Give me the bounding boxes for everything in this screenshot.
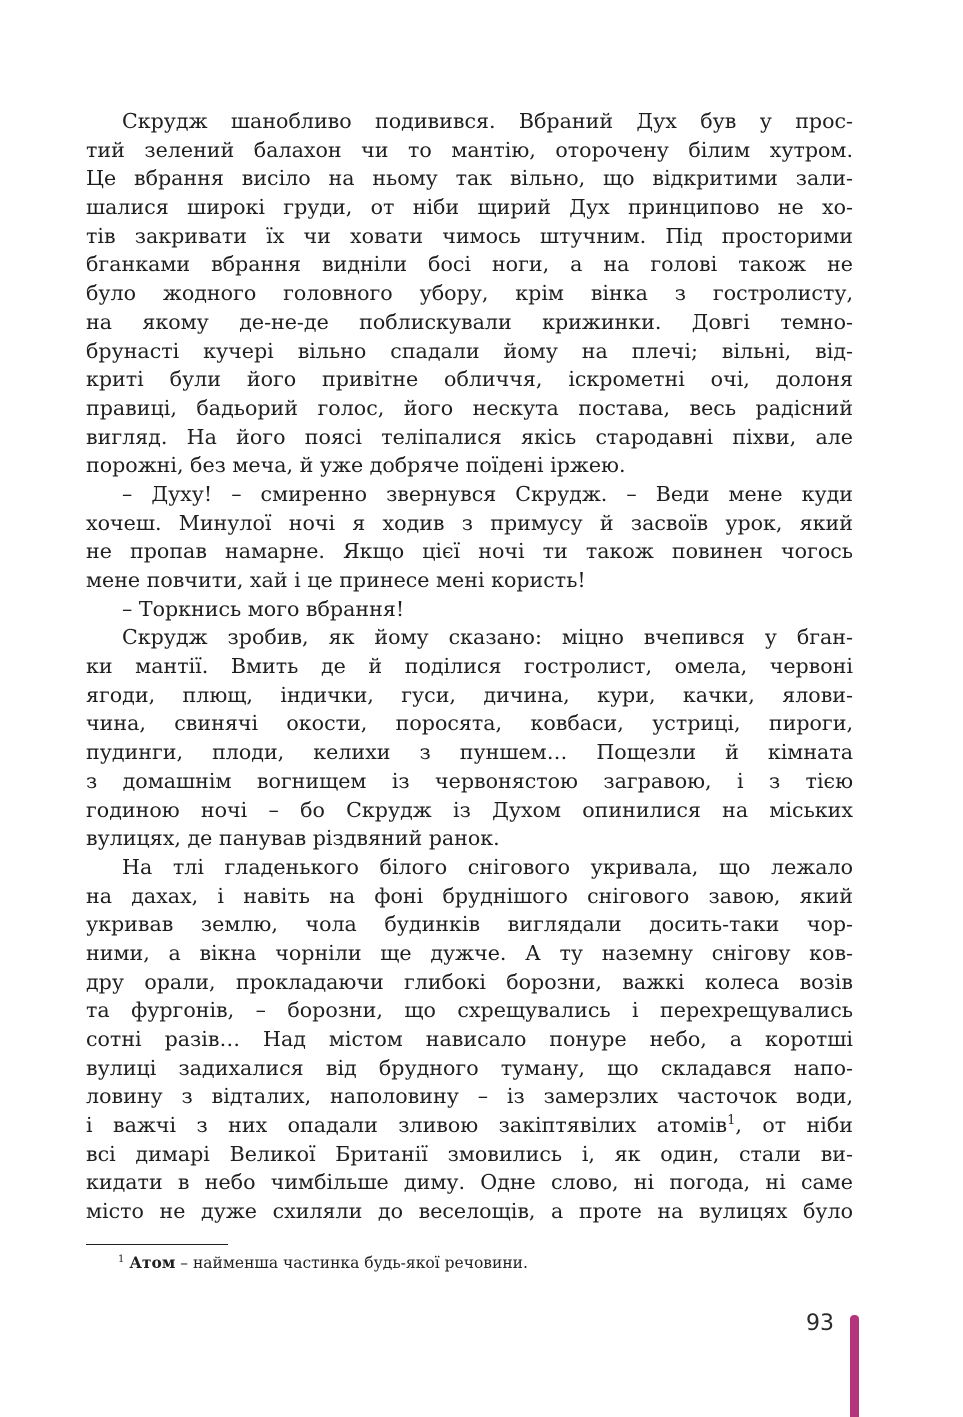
paragraph — [86, 595, 853, 624]
text-line-part: , от ніби — [735, 1113, 853, 1138]
paragraph — [86, 480, 853, 595]
text-line: не пропав намарне. Якщо цієї ночі ти також повинен чогось — [86, 539, 853, 564]
text-line: порожні, без меча, й уже добряче поїдені іржею. — [86, 453, 626, 478]
text-line — [86, 1111, 853, 1140]
text-line: Скрудж зробив, як йому сказано: міцно вчепився у бган- — [122, 625, 853, 650]
footnote-reference[interactable]: 1 — [727, 1113, 736, 1129]
text-line: бганками вбрання видніли босі ноги, а на голові також не — [86, 252, 853, 277]
text-line: брунасті кучері вільно спадали йому на плечі; вільні, від- — [86, 338, 853, 363]
text-line: хочеш. Минулої ночі я ходив з примусу й засвоїв урок, який — [86, 510, 853, 535]
text-line: годиною ночі – бо Скрудж із Духом опинилися на міських — [86, 797, 853, 822]
footnote-divider — [86, 1244, 228, 1245]
footnote-text: – найменша частинка будь-якої речовини. — [175, 1254, 528, 1272]
text-line: було жодного головного убору, крім вінка з гостролисту, — [86, 281, 853, 306]
text-line: на якому де-не-де поблискували крижинки. Довгі темно- — [86, 309, 853, 334]
text-line: – Торкнись мого вбрання! — [122, 596, 405, 621]
text-line: мене повчити, хай і це принесе мені користь! — [86, 568, 586, 592]
text-line: тий зелений балахон чи то мантію, оторочену білим хутром. — [86, 137, 853, 162]
text-line: укривав землю, чола будинків виглядали досить-таки чор- — [86, 912, 853, 937]
text-line: шалися широкі груди, от ніби щирий Дух принципово не хо- — [86, 195, 853, 220]
paragraph — [86, 853, 853, 1226]
text-line: та фургонів, – борозни, що схрещувались і перехрещувались — [86, 998, 853, 1023]
paragraph — [86, 623, 853, 853]
text-line: ловину з відталих, наполовину – із замерзлих часточок води, — [86, 1084, 853, 1109]
text-line: сотні разів… Над містом нависало понуре небо, а коротші — [86, 1027, 853, 1051]
text-line: дру орали, прокладаючи глибокі борозни, важкі колеса возів — [86, 969, 853, 994]
text-line: ними, а вікна чорніли ще дужче. А ту наземну снігову ков- — [86, 940, 853, 965]
text-line: чина, свинячі окости, поросята, ковбаси, устриці, пироги, — [86, 711, 853, 736]
text-line: місто не дуже схиляли до веселощів, а проте на вулицях було — [86, 1199, 853, 1224]
text-line: кидати в небо чимбільше диму. Одне слово, ні погода, ні саме — [86, 1170, 853, 1195]
page-accent-bar — [850, 1315, 859, 1417]
page-body-text — [86, 107, 853, 1226]
text-line: Це вбрання висіло на ньому так вільно, що відкритими зали- — [86, 166, 853, 191]
text-line: тів закривати їх чи ховати чимось штучним. Під просторими — [86, 223, 853, 248]
text-line: вулицях, де панував різдвяний ранок. — [86, 826, 500, 851]
footnote-term: Атом — [129, 1253, 176, 1272]
text-line: криті були його привітне обличчя, іскрометні очі, долоня — [86, 367, 853, 392]
paragraph — [86, 107, 853, 480]
text-line: ягоди, плющ, індички, гуси, дичина, кури, качки, ялови- — [86, 682, 853, 707]
text-line-part: і важчі з них опадали зливою закіптявілих атомів — [86, 1113, 728, 1138]
page-number: 93 — [806, 1311, 834, 1336]
footnote — [118, 1253, 528, 1272]
text-line: Скрудж шанобливо подивився. Вбраний Дух був у прос- — [122, 109, 853, 133]
text-line: вулиці задихалися від брудного туману, що складався напо- — [86, 1055, 853, 1080]
text-line: правиці, бадьорий голос, його нескута постава, весь радісний — [86, 395, 853, 420]
text-line: з домашнім вогнищем із червонястою загравою, і з тією — [86, 768, 853, 793]
text-line: – Духу! – смиренно звернувся Скрудж. – Веди мене куди — [122, 481, 853, 506]
text-line: На тлі гладенького білого снігового укривала, що лежало — [122, 854, 853, 879]
text-line: пудинги, плоди, келихи з пуншем… Пощезли й кімната — [86, 740, 853, 765]
text-line: вигляд. На його поясі теліпалися якісь стародавні піхви, але — [86, 424, 853, 449]
text-line: всі димарі Великої Британії змовились і, як один, стали ви- — [86, 1141, 853, 1166]
footnote-marker: 1 — [118, 1254, 125, 1265]
text-line: ки мантії. Вмить де й поділися гостролист, омела, червоні — [86, 654, 853, 679]
text-line: на дахах, і навіть на фоні бруднішого снігового завою, який — [86, 883, 853, 908]
